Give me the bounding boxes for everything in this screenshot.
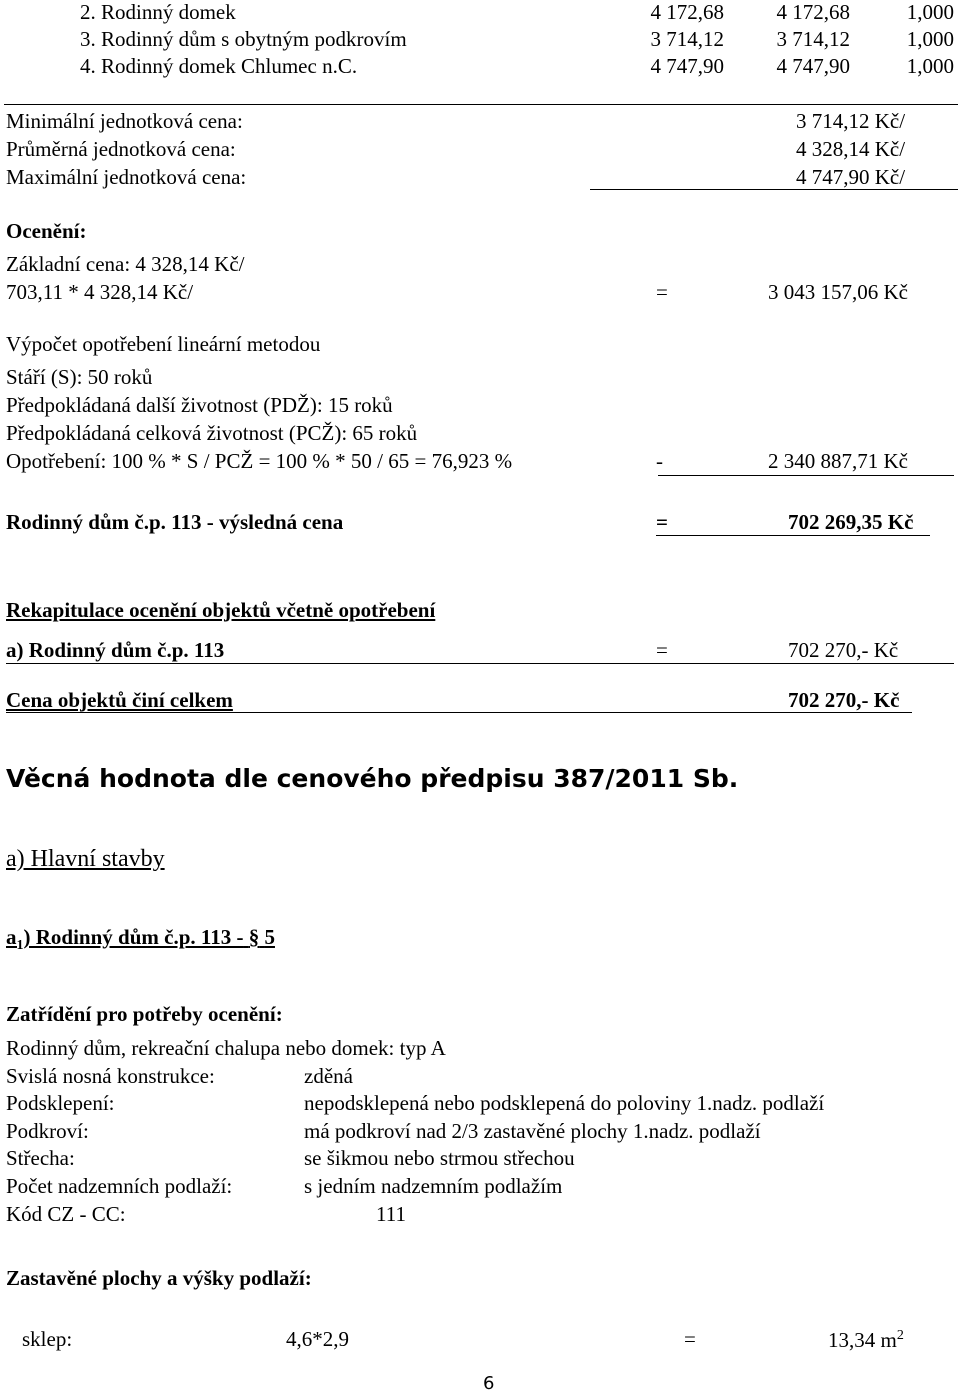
valuation-heading: Ocenění: bbox=[6, 219, 87, 243]
depreciation-sign: - bbox=[656, 449, 663, 473]
result-price-label: Rodinný dům č.p. 113 - výsledná cena bbox=[6, 510, 344, 534]
classification-label: Podsklepení: bbox=[6, 1091, 115, 1115]
classification-label: Svislá nosná konstrukce: bbox=[6, 1064, 215, 1088]
max-unit-price-label: Maximální jednotková cena: bbox=[6, 165, 247, 189]
depreciation-total: Předpokládaná celková životnost (PCŽ): 65 roků bbox=[6, 421, 418, 445]
classification-value: zděná bbox=[304, 1064, 353, 1088]
classification-value: nepodsklepená nebo podsklepená do poloviny 1.nadz. podlaží bbox=[304, 1091, 825, 1115]
comparison-coef-3: 1,000 bbox=[906, 27, 954, 51]
max-unit-price-value: 4 747,90 Kč/ bbox=[796, 165, 906, 189]
subsection-title: a) Hlavní stavby bbox=[6, 846, 165, 872]
recap-item-label: a) Rodinný dům č.p. 113 bbox=[6, 638, 225, 662]
min-unit-price-value: 3 714,12 Kč/ bbox=[796, 109, 906, 133]
code-label: Kód CZ - CC: bbox=[6, 1202, 126, 1226]
depreciation-age: Stáří (S): 50 roků bbox=[6, 365, 153, 389]
classification-label: Počet nadzemních podlaží: bbox=[6, 1174, 233, 1198]
classification-value: se šikmou nebo strmou střechou bbox=[304, 1146, 575, 1170]
depreciation-remaining: Předpokládaná další životnost (PDŽ): 15 roků bbox=[6, 393, 393, 417]
avg-unit-price-value: 4 328,14 Kč/ bbox=[796, 137, 906, 161]
comparison-label-4: 4. Rodinný domek Chlumec n.C. bbox=[80, 54, 358, 78]
avg-unit-price-label: Průměrná jednotková cena: bbox=[6, 137, 236, 161]
recap-total-value: 702 270,- Kč bbox=[788, 688, 900, 712]
classification-value: s jedním nadzemním podlažím bbox=[304, 1174, 563, 1198]
divider-line bbox=[4, 104, 958, 105]
result-price-value: 702 269,35 Kč bbox=[788, 510, 914, 534]
comparison-v2-2: 4 172,68 bbox=[776, 0, 850, 24]
comparison-label-3: 3. Rodinný dům s obytným podkrovím bbox=[80, 27, 407, 51]
comparison-v1-2: 4 172,68 bbox=[650, 0, 724, 24]
item-heading: $a_1$) Rodinný dům č.p. 113 - § 5 bbox=[6, 925, 275, 954]
recap-total-label: Cena objektů činí celkem bbox=[6, 688, 233, 712]
classification-heading: Zatřídění pro potřeby ocenění: bbox=[6, 1002, 283, 1026]
depreciation-calc: Opotřebení: 100 % * S / PCŽ = 100 % * 50 / 65 = 76,923 % bbox=[6, 449, 513, 473]
depreciation-title: Výpočet opotřebení lineární metodou bbox=[6, 332, 321, 356]
recap-item-equals: = bbox=[656, 638, 668, 662]
classification-type: Rodinný dům, rekreační chalupa nebo domek: typ A bbox=[6, 1036, 446, 1060]
recap-heading: Rekapitulace ocenění objektů včetně opotřebení bbox=[6, 598, 436, 622]
comparison-v1-3: 3 714,12 bbox=[650, 27, 724, 51]
code-value: 111 bbox=[376, 1202, 406, 1226]
base-price: Základní cena: 4 328,14 Kč/ bbox=[6, 252, 245, 276]
min-unit-price-label: Minimální jednotková cena: bbox=[6, 109, 243, 133]
area-value: 13,34 $m^2$ bbox=[828, 1328, 904, 1352]
areas-heading: Zastavěné plochy a výšky podlaží: bbox=[6, 1266, 312, 1290]
valuation-equals: = bbox=[656, 280, 668, 304]
page-number: 6 bbox=[483, 1373, 495, 1394]
comparison-v2-3: 3 714,12 bbox=[776, 27, 850, 51]
recap-item-value: 702 270,- Kč bbox=[788, 638, 899, 662]
divider-line bbox=[6, 663, 954, 664]
comparison-v2-4: 4 747,90 bbox=[776, 54, 850, 78]
area-label: sklep: bbox=[22, 1327, 73, 1351]
result-price-equals: = bbox=[656, 510, 668, 534]
valuation-result: 3 043 157,06 Kč bbox=[768, 280, 908, 304]
divider-line bbox=[590, 189, 958, 190]
divider-line bbox=[656, 535, 930, 536]
section-title: Věcná hodnota dle cenového předpisu 387/2011 Sb. bbox=[6, 764, 739, 793]
classification-value: má podkroví nad 2/3 zastavěné plochy 1.nadz. podlaží bbox=[304, 1119, 761, 1143]
valuation-formula: 703,11 * 4 328,14 Kč/ bbox=[6, 280, 194, 304]
classification-label: Podkroví: bbox=[6, 1119, 89, 1143]
area-formula: 4,6*2,9 bbox=[286, 1327, 349, 1351]
comparison-v1-4: 4 747,90 bbox=[650, 54, 724, 78]
comparison-coef-4: 1,000 bbox=[906, 54, 954, 78]
comparison-label-2: 2. Rodinný domek bbox=[80, 0, 236, 24]
area-equals: = bbox=[684, 1327, 696, 1351]
classification-label: Střecha: bbox=[6, 1146, 75, 1170]
divider-line bbox=[6, 712, 912, 713]
divider-line bbox=[658, 475, 954, 476]
comparison-coef-2: 1,000 bbox=[906, 0, 954, 24]
depreciation-amount: 2 340 887,71 Kč bbox=[768, 449, 908, 473]
